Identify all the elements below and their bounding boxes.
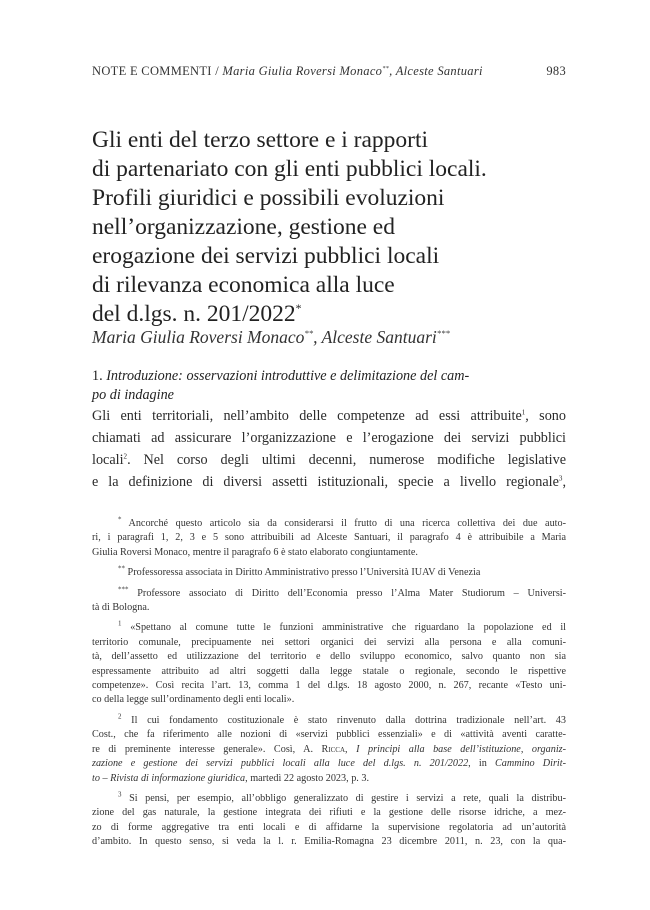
title-line-last [92,300,582,329]
title-line: Gli enti del terzo settore e i rapporti [92,127,429,153]
byline-separator: , [313,327,322,347]
section-heading [92,367,566,405]
title-line: di partenariato con gli enti pubblici locali. [92,156,487,182]
footnote-1 [92,621,566,707]
body-line [92,471,566,493]
footnote-line [92,714,566,728]
body-text: , sono [525,408,566,424]
cited-journal: Cammino Dirit- [494,758,566,770]
footnote-mark: ** [118,564,125,573]
author-byline [92,327,562,348]
footnote-3 [92,792,566,850]
footnote-line: competenze». Così recita l’art. 13, comma 1 del d.lgs. 18 agosto 2000, n. 267, recante «Testo uni- [92,680,566,692]
header-section: NOTE E COMMENTI / [92,64,219,78]
footnote-text: Professore associato di Diritto dell’Economia presso l’Alma Mater Studiorum – Universi- [137,587,567,599]
footnote-text: re di preminente interesse generale». Così, A. [92,743,322,755]
cited-title: I principi alla base dell’istituzione, organiz- [356,743,567,755]
footnote-2star [92,566,566,580]
footnote-line [92,517,566,531]
header-author-mark: ** [382,64,390,72]
footnote-line: Giulia Roversi Monaco, mentre il paragrafo 6 è stato elaborato congiuntamente. [92,546,418,558]
footnote-mark: * [118,515,122,524]
section-title-line-2: po di indagine [92,387,174,403]
footnote-line: territorio comunale, precipuamente nei settori organici dei servizi alla persona e alla comuni- [92,636,566,648]
footnote-3star [92,587,566,616]
title-line: Profili giuridici e possibili evoluzioni [92,185,445,211]
footnote-line [92,587,566,601]
body-line: chiamati ad assicurare l’organizzazione e l’erogazione dei servizi pubblici [92,430,566,446]
section-number: 1. [92,368,103,384]
footnote-text: , [345,743,357,755]
footnote-text: Il cui fondamento costituzionale è stato rinvenuto dalla dottrina tradizionale nell’art. 43 [131,714,566,726]
body-text: locali [92,452,124,468]
body-paragraph [92,405,566,493]
page-number: 983 [546,64,566,78]
author-2-mark: *** [436,328,450,339]
footnote-line: espressamente attribuito ad altri soggetti dalla legge statale o regionale, secondo le rispettive [92,665,566,677]
footnote-line: tà, dell’assetto ed utilizzazione del territorio e dello sviluppo economico, salvo quanto non sia [92,651,566,663]
article-title [92,126,582,329]
title-line: erogazione dei servizi pubblici locali [92,243,440,269]
footnotes [92,517,566,856]
footnote-line [92,792,566,806]
author-1-mark: ** [304,328,314,339]
footnote-line: co della legge sull’ordinamento degli enti locali». [92,694,295,706]
cited-author: Ricca [321,743,346,755]
footnote-line [92,757,566,771]
footnote-text: Professoressa associata in Diritto Amministrativo presso l’Università IUAV di Venezia [127,567,481,579]
footnote-text: , martedì 22 agosto 2023, p. 3. [245,772,370,784]
footnote-mark: 2 [118,712,122,721]
title-line: di rilevanza economica alla luce [92,272,395,298]
title-line-text: del d.lgs. n. 201/2022 [92,301,296,327]
footnote-star [92,517,566,560]
title-line: nell’organizzazione, gestione ed [92,214,395,240]
footnote-ref: 1 [521,408,526,417]
footnote-line: Cost., che fa riferimento alle nozioni di «servizi pubblici essenziali» e di «attività aventi caratte- [92,729,566,741]
body-text: . Nel corso degli ultimi decenni, numerose modifiche legislative [127,452,566,468]
body-line [92,405,566,427]
footnote-line: zo di forme aggregative tra enti locali e di affidarne la supervisione regolatoria ad un’autorità [92,821,566,833]
footnote-text: «Spettano al comune tutte le funzioni amministrative che riguardano la popolazione ed il [130,622,567,634]
footnote-mark: *** [118,585,129,594]
title-footnote-mark: * [295,302,302,316]
body-text: Gli enti territoriali, nell’ambito delle competenze ad essi attribuite [92,408,522,424]
footnote-ref: 3 [558,474,563,483]
footnote-mark: 3 [118,790,122,799]
footnote-line [92,566,566,580]
body-line [92,449,566,471]
author-name-2: Alceste Santuari [321,327,437,347]
body-text: , [562,474,566,490]
footnote-line: ri, i paragrafi 1, 2, 3 e 5 sono attribuibili ad Alceste Santuari, il paragrafo 4 è attribuibile a Maria [92,532,566,544]
footnote-line: d’ambito. In questo senso, si veda la l. r. Emilia-Romagna 23 dicembre 2011, n. 23, con la qua- [92,836,566,848]
author-name-1: Maria Giulia Roversi Monaco [92,327,305,347]
cited-title: zazione e gestione dei servizi pubblici locali alla luce del d.lgs. n. 201/2022 [92,758,469,770]
footnote-ref: 2 [123,452,128,461]
header-author1: Maria Giulia Roversi Monaco [222,64,383,78]
footnote-line [92,772,566,786]
footnote-text: Ancorché questo articolo sia da considerarsi il frutto di una ricerca collettiva dei due auto- [128,518,566,529]
running-header [92,64,566,79]
section-title-line-1: Introduzione: osservazioni introduttive e delimitazione del cam- [106,368,470,384]
footnote-mark: 1 [118,620,122,629]
header-author2: , Alceste Santuari [389,64,483,78]
footnote-line [92,621,566,635]
footnote-text: , in [468,758,495,770]
footnote-line: zione del gas naturale, la gestione integrata dei rifiuti e la gestione delle risorse idriche, a mez- [92,807,566,819]
body-text: e la definizione di diversi assetti istituzionali, specie a livello regionale [92,474,559,490]
footnote-line [92,743,566,757]
cited-journal: to – Rivista di informazione giuridica [92,772,246,784]
footnote-line: tà di Bologna. [92,602,150,614]
header-authors [222,64,482,78]
footnote-text: Si pensi, per esempio, all’obbligo generalizzato di gestire i servizi a rete, quali la distribu- [129,792,566,804]
footnote-2 [92,714,566,786]
